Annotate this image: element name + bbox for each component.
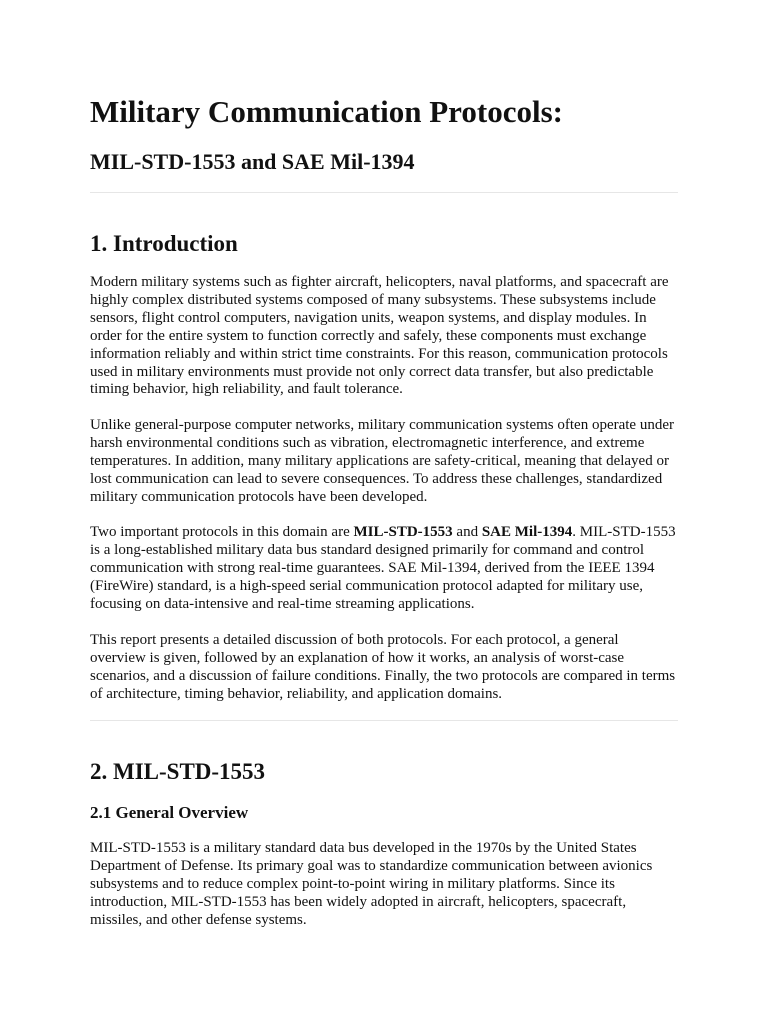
subsection-heading-general-overview: 2.1 General Overview [90,803,249,822]
document-title: Military Communication Protocols: [90,94,563,129]
paragraph: This report presents a detailed discussion of both protocols. For each protocol, a general overview is given, followed by an explanation of how it works, an analysis of worst-case scenarios, and a discussion of failure conditions. Finally, the two protocols are compared in terms of architecture, timing behavior, reliability, and application domains. [90,632,676,702]
divider [90,192,678,193]
bold-term-mil-std-1553: MIL-STD-1553 [353,524,453,540]
paragraph-text: . MIL-STD-1553 is a long-established military data bus standard designed primarily for command and control communication with strong real-time guarantees. SAE Mil-1394, derived from the IEEE 1394 (FireWire) standard, is a high-speed serial communication protocol adapted for military use, focusing on data-intensive and real-time streaming applications. [90,524,676,612]
section-heading-introduction: 1. Introduction [90,231,238,256]
paragraph-text: and [452,524,482,540]
paragraph: Modern military systems such as fighter aircraft, helicopters, naval platforms, and spacecraft are highly complex distributed systems composed of many subsystems. These subsystems include sensors, flight control computers, navigation units, weapon systems, and display modules. In order for the entire system to function correctly and safely, these components must exchange information reliably and within strict time constraints. For this reason, communication protocols used in military environments must provide not only correct data transfer, but also predictable timing behavior, high reliability, and fault tolerance. [90,274,669,398]
section-heading-mil-std-1553: 2. MIL-STD-1553 [90,759,266,784]
paragraph [90,524,678,614]
bold-term-sae-mil-1394: SAE Mil-1394 [481,524,573,540]
divider [90,720,678,721]
paragraph: Unlike general-purpose computer networks, military communication systems often operate under harsh environmental conditions such as vibration, electromagnetic interference, and extreme temperatures. In addition, many military applications are safety-critical, meaning that delayed or lost communication can lead to severe consequences. To address these challenges, standardized military communication protocols have been developed. [90,417,674,505]
paragraph-text: Two important protocols in this domain are [90,524,354,540]
paragraph: MIL-STD-1553 is a military standard data bus developed in the 1970s by the United States Department of Defense. Its primary goal was to standardize communication between avionics subsystems and to reduce complex point-to-point wiring in military platforms. Since its introduction, MIL-STD-1553 has been widely adopted in aircraft, helicopters, spacecraft, missiles, and other defense systems. [90,840,653,928]
document-subtitle: MIL-STD-1553 and SAE Mil-1394 [90,149,415,174]
